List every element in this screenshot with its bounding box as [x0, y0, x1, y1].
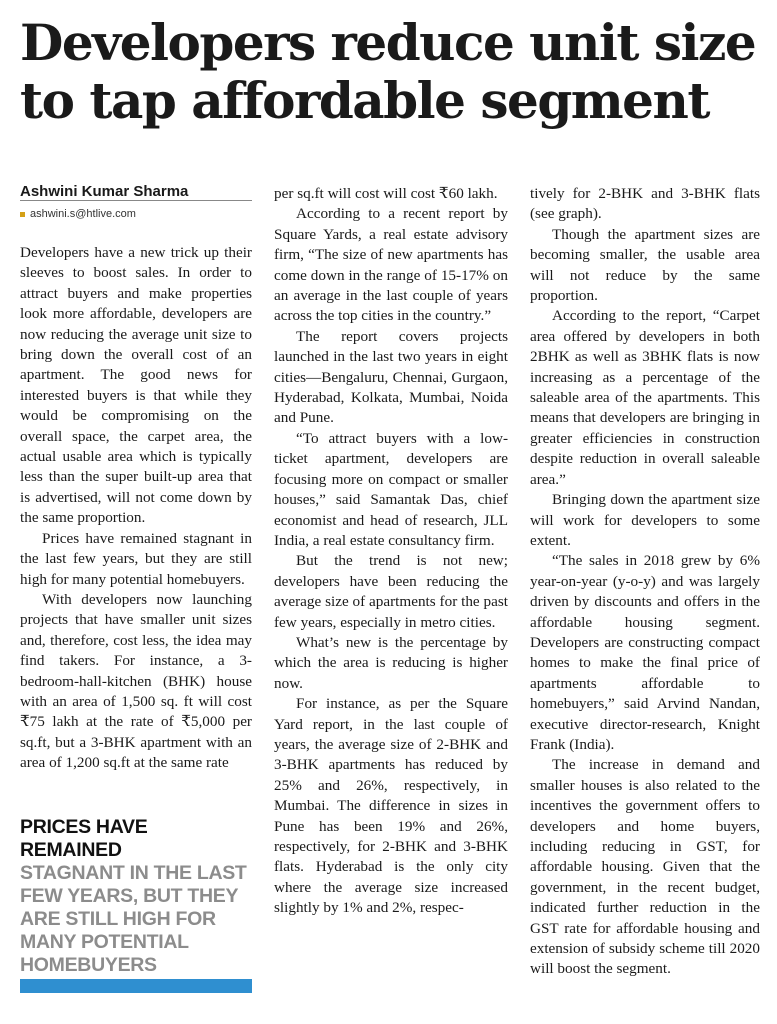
article-column-3 [530, 184, 760, 980]
paragraph: Bringing down the apartment size will work for developers to some extent. [530, 491, 760, 549]
paragraph: For instance, as per the Square Yard report, in the last couple of years, the average size of 2-BHK and 3-BHK apartments has reduced by 25% and 26%, respectively, in Mumbai. The difference in sizes in Pune has been 19% and 26%, respectively, for 2-BHK and 3-BHK flats. Hyderabad is the only city where the average size increased slightly by 1% and 2%, respec- [274, 695, 508, 917]
author-name: Ashwini Kumar Sharma [20, 183, 189, 200]
paragraph: tively for 2-BHK and 3-BHK flats (see graph). [530, 185, 760, 223]
bullet-square-icon [20, 212, 25, 217]
pull-quote-lead: PRICES HAVE REMAINED [20, 816, 148, 861]
paragraph: “The sales in 2018 grew by 6% year-on-year (y-o-y) and was largely driven by discounts and offers in the affordable housing segment. Developers are constructing compact homes to make the final price of apartments affordable to homebuyers,” said Arvind Nandan, executive director-research, Knight Frank (India). [530, 552, 760, 753]
pull-quote-bar [20, 979, 252, 993]
article-column-1 [20, 243, 252, 774]
paragraph: What’s new is the percentage by which the area is reducing is higher now. [274, 633, 508, 692]
byline-rule [20, 200, 252, 201]
paragraph: Developers have a new trick up their sleeves to boost sales. In order to attract buyers and make properties look more affordable, developers are now reducing the average unit size to bring down the overall cost of an apartment. The good news for interested buyers is that while they would be compromising on the overall space, the carpet area, the actual usable area which is typically less than the super built-up area that is advertised, will not come down by the same proportion. [20, 244, 252, 527]
paragraph: According to a recent report by Square Yards, a real estate advisory firm, “The size of new apartments has come down in the range of 15-17% on an average in the last couple of years across the top cities in the country.” [274, 205, 508, 325]
paragraph: The report covers projects launched in the last two years in eight cities—Bengaluru, Chennai, Gurgaon, Hyderabad, Kolkata, Mumbai, Noida and Pune. [274, 327, 508, 427]
paragraph: Though the apartment sizes are becoming smaller, the usable area will not reduce by the same proportion. [530, 225, 760, 305]
pull-quote [20, 816, 252, 977]
paragraph: The increase in demand and smaller houses is also related to the incentives the government offers to developers and home buyers, including reducing in GST, for affordable housing. Given that the government, in the recent budget, indicated further reduction in the GST rate for affordable housing and extension of subsidy scheme till 2020 will boost the segment. [530, 756, 760, 978]
paragraph: per sq.ft will cost will cost ₹60 lakh. [274, 185, 498, 202]
article-column-2 [274, 184, 508, 919]
paragraph: According to the report, “Carpet area offered by developers in both 2BHK as well as 3BHK flats is now increasing as a percentage of the saleable area of the apartments. This means that developers are bringing in greater efficiencies in construction despite reduction in overall saleable area.” [530, 307, 760, 488]
paragraph: But the trend is not new; developers have been reducing the average size of apartments for the past few years, especially in metro cities. [274, 552, 508, 631]
paragraph: With developers now launching projects that have smaller unit sizes and, therefore, cost less, the idea may find takers. For instance, a 3-bedroom-hall-kitchen (BHK) house with an area of 1,500 sq. ft will cost ₹75 lakh at the rate of ₹5,000 per sq.ft, but a 3-BHK apartment with an area of 1,200 sq.ft at the same rate [20, 590, 252, 772]
paragraph: “To attract buyers with a low-ticket apartment, developers are focusing more on compact or smaller houses,” said Samantak Das, chief economist and head of research, JLL India, a real estate consultancy firm. [274, 429, 508, 549]
author-email [20, 206, 252, 222]
paragraph: Prices have remained stagnant in the last few years, but they are still high for many potential homebuyers. [20, 529, 252, 588]
headline: Developers reduce unit size to tap affordable segment [20, 13, 756, 130]
pull-quote-rest: STAGNANT IN THE LAST FEW YEARS, BUT THEY ARE STILL HIGH FOR MANY POTENTIAL HOMEBUYERS [20, 862, 247, 976]
author-email-text: ashwini.s@htlive.com [30, 208, 136, 220]
byline [20, 182, 252, 222]
